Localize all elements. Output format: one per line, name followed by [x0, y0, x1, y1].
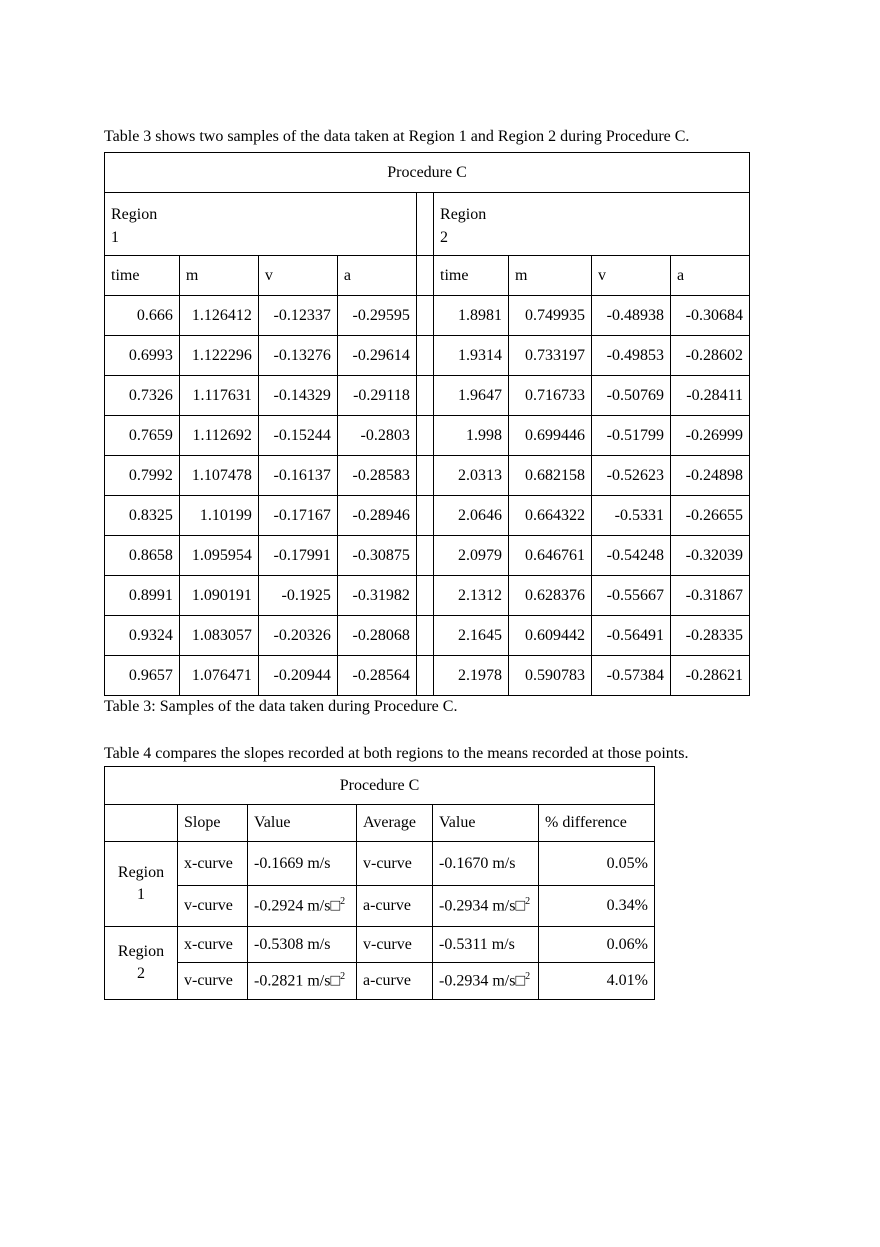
region2-col-header: v [591, 256, 670, 296]
region2-cell: -0.30684 [670, 296, 749, 336]
region-gap-cell [416, 496, 433, 536]
region2-cell: -0.51799 [591, 416, 670, 456]
region2-cell: -0.57384 [591, 656, 670, 696]
region1-cell: -0.16137 [258, 456, 337, 496]
region2-cell: -0.55667 [591, 576, 670, 616]
region1-cell: 0.7992 [105, 456, 180, 496]
table-row [105, 886, 655, 927]
unit-exponent: 2 [340, 971, 346, 983]
average-curve-cell: v-curve [357, 842, 433, 886]
region-number: 2 [137, 965, 145, 982]
region2-cell: 2.1312 [434, 576, 509, 616]
region1-cell: 1.083057 [179, 616, 258, 656]
region2-cell: -0.26999 [670, 416, 749, 456]
slope-curve-cell: v-curve [178, 963, 248, 1000]
region2-cell: 2.0979 [434, 536, 509, 576]
slope-value: -0.5308 m/s [254, 935, 331, 953]
slope-value: -0.1669 m/s [254, 854, 331, 872]
table4-col-header: Average [357, 805, 433, 842]
table3-caption: Table 3: Samples of the data taken during Procedure C. [104, 698, 458, 715]
table4-intro-text: Table 4 compares the slopes recorded at both regions to the means recorded at those points. [104, 745, 689, 762]
region2-cell: -0.28621 [670, 656, 749, 696]
region2-cell: -0.48938 [591, 296, 670, 336]
region2-cell: 1.9647 [434, 376, 509, 416]
region2-cell: -0.28335 [670, 616, 749, 656]
average-value-cell [433, 886, 539, 927]
table-row [105, 656, 750, 696]
table-row [105, 536, 750, 576]
region2-cell: -0.54248 [591, 536, 670, 576]
slope-value-cell [248, 842, 357, 886]
average-curve-cell: a-curve [357, 963, 433, 1000]
region1-cell: -0.20326 [258, 616, 337, 656]
table-row [105, 842, 655, 886]
unit-exponent: 2 [525, 896, 531, 908]
table-row [105, 296, 750, 336]
region-gap-cell [416, 576, 433, 616]
region2-cell: 0.664322 [508, 496, 591, 536]
region1-cell: 0.666 [105, 296, 180, 336]
table3-title: Procedure C [105, 153, 750, 193]
slope-curve-cell: x-curve [178, 927, 248, 963]
region1-cell: -0.2803 [337, 416, 416, 456]
region2-cell: 0.699446 [508, 416, 591, 456]
region1-col-header: a [337, 256, 416, 296]
unit-exponent: 2 [525, 971, 531, 983]
region2-cell: 0.590783 [508, 656, 591, 696]
table4-header-blank [105, 805, 178, 842]
region2-col-header: time [434, 256, 509, 296]
region2-cell: 0.628376 [508, 576, 591, 616]
region2-cell: 0.733197 [508, 336, 591, 376]
region2-cell: 1.8981 [434, 296, 509, 336]
region2-cell: 1.9314 [434, 336, 509, 376]
average-value: -0.2934 m/s□ [439, 897, 526, 915]
table4-col-header: Value [433, 805, 539, 842]
percent-difference-cell: 4.01% [539, 963, 655, 1000]
average-value: -0.2934 m/s□ [439, 972, 526, 990]
region2-cell: -0.32039 [670, 536, 749, 576]
average-value-cell [433, 927, 539, 963]
table-row [105, 376, 750, 416]
table4-col-header: Slope [178, 805, 248, 842]
region1-header [105, 193, 417, 256]
region1-cell: -0.15244 [258, 416, 337, 456]
region1-cell: 0.9324 [105, 616, 180, 656]
average-curve-cell: v-curve [357, 927, 433, 963]
region1-cell: 1.095954 [179, 536, 258, 576]
region1-col-header: time [105, 256, 180, 296]
region1-cell: -0.29595 [337, 296, 416, 336]
average-curve-cell: a-curve [357, 886, 433, 927]
region1-col-header: m [179, 256, 258, 296]
region1-number: 1 [111, 229, 119, 246]
table-row [105, 927, 655, 963]
region-label: Region [117, 864, 165, 881]
region1-cell: -0.1925 [258, 576, 337, 616]
region2-col-header: m [508, 256, 591, 296]
region1-cell: 0.6993 [105, 336, 180, 376]
region2-cell: 1.998 [434, 416, 509, 456]
table4-column-headers [105, 805, 655, 842]
region1-cell: -0.17167 [258, 496, 337, 536]
region1-cell: -0.30875 [337, 536, 416, 576]
region1-cell: 0.8991 [105, 576, 180, 616]
region2-cell: -0.26655 [670, 496, 749, 536]
region1-cell: 0.8658 [105, 536, 180, 576]
region-gap-cell [416, 193, 433, 256]
region1-cell: -0.29614 [337, 336, 416, 376]
region2-col-header: a [670, 256, 749, 296]
region2-cell: -0.24898 [670, 456, 749, 496]
percent-difference-cell: 0.06% [539, 927, 655, 963]
region2-cell: 2.1978 [434, 656, 509, 696]
region2-cell: 0.682158 [508, 456, 591, 496]
region2-cell: 0.646761 [508, 536, 591, 576]
region1-cell: 1.112692 [179, 416, 258, 456]
table4 [104, 766, 655, 1000]
region-gap-cell [416, 616, 433, 656]
region1-cell: -0.28564 [337, 656, 416, 696]
region1-cell: 1.10199 [179, 496, 258, 536]
region1-cell: 0.7659 [105, 416, 180, 456]
region1-cell: -0.28946 [337, 496, 416, 536]
region2-cell: -0.56491 [591, 616, 670, 656]
region2-cell: -0.5331 [591, 496, 670, 536]
region1-col-header: v [258, 256, 337, 296]
region2-cell: -0.31867 [670, 576, 749, 616]
region1-cell: -0.20944 [258, 656, 337, 696]
region-gap-cell [416, 456, 433, 496]
table-row [105, 496, 750, 536]
table3-intro-text: Table 3 shows two samples of the data taken at Region 1 and Region 2 during Procedure C. [104, 128, 690, 145]
region1-cell: 1.126412 [179, 296, 258, 336]
region2-cell: -0.28411 [670, 376, 749, 416]
region1-cell: 0.9657 [105, 656, 180, 696]
region1-cell: 1.117631 [179, 376, 258, 416]
percent-difference-cell: 0.34% [539, 886, 655, 927]
region1-cell: 1.107478 [179, 456, 258, 496]
table-row [105, 416, 750, 456]
region1-cell: -0.17991 [258, 536, 337, 576]
region-gap-cell [416, 296, 433, 336]
region2-cell: 2.1645 [434, 616, 509, 656]
region1-cell: -0.28583 [337, 456, 416, 496]
slope-curve-cell: v-curve [178, 886, 248, 927]
region1-cell: 1.090191 [179, 576, 258, 616]
region-label: Region [117, 943, 165, 960]
table-row [105, 336, 750, 376]
region-number: 1 [137, 886, 145, 903]
table-row [105, 576, 750, 616]
region2-cell: 0.749935 [508, 296, 591, 336]
region-gap-cell [416, 336, 433, 376]
region-gap-cell [416, 656, 433, 696]
region-gap-cell [416, 376, 433, 416]
region1-label: Region [111, 206, 158, 223]
slope-value-cell [248, 927, 357, 963]
region2-cell: -0.28602 [670, 336, 749, 376]
region-gap-cell [416, 256, 433, 296]
table-row [105, 616, 750, 656]
region2-cell: 2.0313 [434, 456, 509, 496]
average-value-cell [433, 963, 539, 1000]
slope-curve-cell: x-curve [178, 842, 248, 886]
table4-title: Procedure C [105, 767, 655, 805]
region1-cell: -0.12337 [258, 296, 337, 336]
region1-cell: -0.28068 [337, 616, 416, 656]
region2-label: Region [440, 206, 487, 223]
region1-cell: -0.29118 [337, 376, 416, 416]
region1-cell: 1.076471 [179, 656, 258, 696]
table-row [105, 456, 750, 496]
average-value: -0.1670 m/s [439, 854, 516, 872]
average-value-cell [433, 842, 539, 886]
table4-region-label [105, 842, 178, 927]
region1-cell: -0.31982 [337, 576, 416, 616]
table3 [104, 152, 750, 696]
region1-cell: 0.8325 [105, 496, 180, 536]
region2-cell: 0.609442 [508, 616, 591, 656]
region1-cell: -0.14329 [258, 376, 337, 416]
region1-cell: -0.13276 [258, 336, 337, 376]
slope-value: -0.2924 m/s□ [254, 897, 341, 915]
unit-exponent: 2 [340, 896, 346, 908]
slope-value: -0.2821 m/s□ [254, 972, 341, 990]
average-value: -0.5311 m/s [439, 935, 515, 953]
region2-header [434, 193, 750, 256]
region1-cell: 0.7326 [105, 376, 180, 416]
table4-col-header: % difference [539, 805, 655, 842]
region-gap-cell [416, 416, 433, 456]
table-row [105, 963, 655, 1000]
table4-region-label [105, 927, 178, 1000]
table4-col-header: Value [248, 805, 357, 842]
region2-cell: -0.49853 [591, 336, 670, 376]
region2-cell: 2.0646 [434, 496, 509, 536]
region-gap-cell [416, 536, 433, 576]
percent-difference-cell: 0.05% [539, 842, 655, 886]
region1-cell: 1.122296 [179, 336, 258, 376]
slope-value-cell [248, 963, 357, 1000]
region2-cell: 0.716733 [508, 376, 591, 416]
region2-cell: -0.52623 [591, 456, 670, 496]
region2-cell: -0.50769 [591, 376, 670, 416]
slope-value-cell [248, 886, 357, 927]
region2-number: 2 [440, 229, 449, 246]
table3-column-headers [105, 256, 750, 296]
